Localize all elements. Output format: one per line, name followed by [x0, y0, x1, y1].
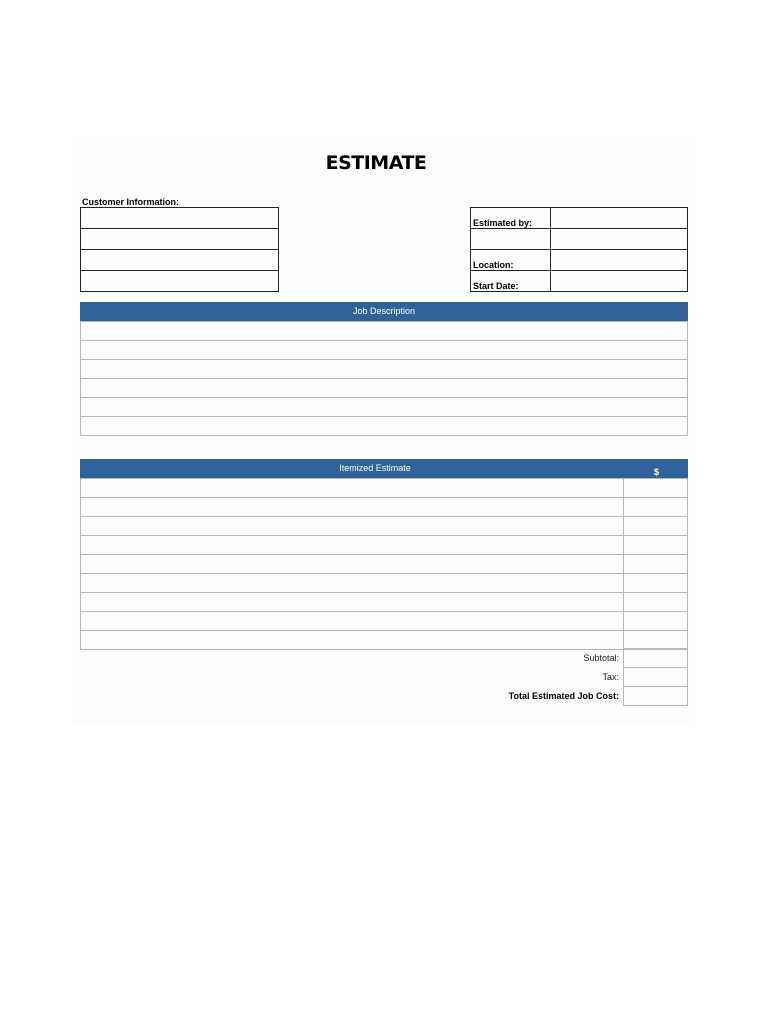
item-amount-cell[interactable] — [624, 612, 688, 631]
estimated-by-field[interactable] — [551, 208, 688, 229]
item-description-cell[interactable] — [81, 631, 624, 650]
customer-info-field[interactable] — [81, 229, 279, 250]
subtotal-label: Subtotal: — [583, 653, 619, 663]
item-description-cell[interactable] — [81, 536, 624, 555]
job-description-header: Job Description — [80, 302, 688, 321]
tax-label: Tax: — [602, 672, 619, 682]
totals-table — [480, 648, 688, 706]
total-cost-label: Total Estimated Job Cost: — [508, 691, 619, 701]
customer-info-label: Customer Information: — [82, 197, 180, 207]
job-description-table — [80, 321, 688, 436]
item-amount-cell[interactable] — [624, 593, 688, 612]
item-description-cell[interactable] — [81, 574, 624, 593]
customer-info-field[interactable] — [81, 208, 279, 229]
table-row — [81, 536, 688, 555]
table-row — [81, 612, 688, 631]
item-description-cell[interactable] — [81, 479, 624, 498]
item-amount-cell[interactable] — [624, 498, 688, 517]
start-date-label: Start Date: — [471, 271, 551, 292]
estimator-extra-field[interactable] — [551, 229, 688, 250]
customer-info-field[interactable] — [81, 250, 279, 271]
job-description-row[interactable] — [81, 398, 688, 417]
customer-info-field[interactable] — [81, 271, 279, 292]
start-date-field[interactable] — [551, 271, 688, 292]
subtotal-field[interactable] — [624, 649, 688, 668]
estimator-info-table — [470, 207, 688, 292]
table-row — [81, 498, 688, 517]
total-cost-field[interactable] — [624, 687, 688, 706]
item-amount-cell[interactable] — [624, 479, 688, 498]
estimated-by-label: Estimated by: — [471, 208, 551, 229]
item-amount-cell[interactable] — [624, 517, 688, 536]
job-description-row[interactable] — [81, 417, 688, 436]
table-row — [81, 555, 688, 574]
itemized-estimate-title: Itemized Estimate — [339, 463, 411, 473]
item-amount-cell[interactable] — [624, 574, 688, 593]
item-description-cell[interactable] — [81, 517, 624, 536]
tax-field[interactable] — [624, 668, 688, 687]
estimator-extra-label — [471, 229, 551, 250]
table-row — [81, 574, 688, 593]
job-description-row[interactable] — [81, 341, 688, 360]
customer-info-table — [80, 207, 279, 292]
item-amount-cell[interactable] — [624, 555, 688, 574]
job-description-row[interactable] — [81, 360, 688, 379]
item-description-cell[interactable] — [81, 555, 624, 574]
location-label: Location: — [471, 250, 551, 271]
table-row — [81, 631, 688, 650]
table-row — [81, 593, 688, 612]
itemized-estimate-table — [80, 478, 688, 650]
item-amount-cell[interactable] — [624, 536, 688, 555]
amount-column-header: $ — [653, 467, 659, 477]
itemized-estimate-header — [80, 459, 688, 478]
location-field[interactable] — [551, 250, 688, 271]
table-row — [81, 517, 688, 536]
item-amount-cell[interactable] — [624, 631, 688, 650]
page-title: ESTIMATE — [325, 152, 427, 174]
job-description-row[interactable] — [81, 379, 688, 398]
table-row — [81, 479, 688, 498]
item-description-cell[interactable] — [81, 612, 624, 631]
item-description-cell[interactable] — [81, 498, 624, 517]
job-description-row[interactable] — [81, 322, 688, 341]
item-description-cell[interactable] — [81, 593, 624, 612]
